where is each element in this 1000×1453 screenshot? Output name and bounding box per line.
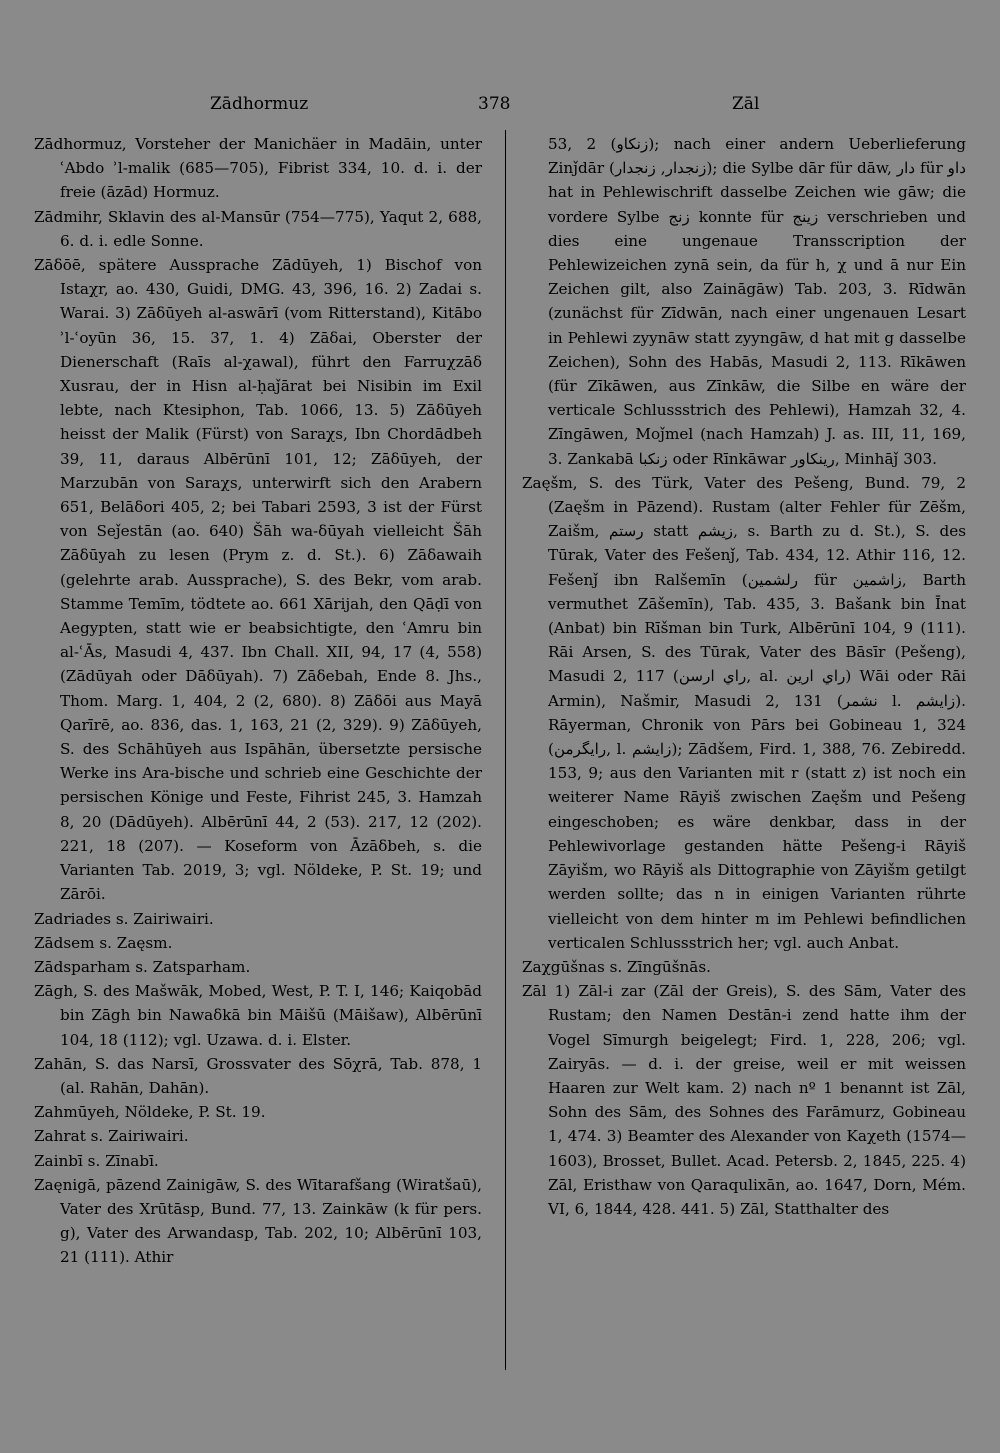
header-left-catchword: Zādhormuz bbox=[210, 94, 309, 114]
entry-zadsem: Zādsem s. Zaęsm. bbox=[34, 933, 173, 952]
entry-zadhormuz: Zādhormuz, Vorsteher der Manichäer in Madāin, unter ʿAbdo ʾl-malik (685—705), Fibrist 334, 10. d. i. der freie (āzād) Hormuz. bbox=[34, 135, 482, 202]
entry-zainbi: Zainbī s. Zīnabī. bbox=[34, 1151, 159, 1170]
entry-zahan: Zahān, S. das Narsī, Grossvater des Sōχrā, Tab. 878, 1 (al. Rahān, Dahān). bbox=[34, 1054, 482, 1097]
entry-zadsparham: Zādsparham s. Zatsparham. bbox=[34, 957, 251, 976]
running-head bbox=[0, 92, 1000, 116]
entry-zal: Zāl 1) Zāl-i zar (Zāl der Greis), S. des Sām, Vater des Rustam; den Namen Destān-i zend hatte ihm der Vogel Sīmurgh beigelegt; Fird. 1, 228, 206; vgl. Zairyās. — d. i. der greise, weil er mit weissen Haaren zur Welt kam. 2) nach nº 1 benannt ist Zāl, Sohn des Sām, des Sohnes des Farāmurz, Gobineau 1, 474. 3) Beamter des Alexander von Kaχeth (1574—1603), Brosset, Bullet. Acad. Petersb. 2, 1845, 225. 4) Zāl, Eristhaw von Qaraqulixān, ao. 1647, Dorn, Mém. VI, 6, 1844, 428. 441. 5) Zāl, Statthalter des bbox=[522, 982, 966, 1218]
entry-zadmihr: Zādmihr, Sklavin des al-Mansūr (754—775), Yaqut 2, 688, 6. d. i. edle Sonne. bbox=[34, 207, 482, 250]
entry-zahmuyeh: Zahmūyeh, Nöldeke, P. St. 19. bbox=[34, 1103, 266, 1122]
entry-zaxgusnas: Zaχgūšnas s. Zīngūšnās. bbox=[522, 957, 711, 976]
header-right-catchword: Zāl bbox=[732, 94, 760, 114]
entry-zahrat: Zahrat s. Zairiwairi. bbox=[34, 1127, 189, 1146]
column-divider bbox=[505, 130, 506, 1370]
entry-zaeniga: Zaęnigā, pāzend Zainigāw, S. des Wītarafšang (Wiratšaū), Vater des Xrūtāsp, Bund. 77, 13. Zainkāw (k für pers. g), Vater des Arwandasp, Tab. 202, 10; Albērūnī 103, 21 (111). Athir bbox=[34, 1175, 482, 1267]
entry-zaesm: Zaęšm, S. des Türk, Vater des Pešeng, Bund. 79, 2 (Zaęšm in Pāzend). Rustam (alter Fehler für Zēšm, Zaišm, رستم statt زيشم, s. Barth zu d. St.), S. des Tūrak, Vater des Fešenǰ, Tab. 434, 12. Athir 116, 12. Fešenǰ ibn Ralšemīn (رلشمين für زاشمين, Barth vermuthet Zāšemīn), Tab. 435, 3. Bašank bin Īnat (Anbat) bin Rīšman bin Turk, Albērūnī 104, 9 (111). Rāi Arsen, S. des Tūrak, Vater des Bāsīr (Pešeng), Masudi 2, 117 (راي ارسن, al. راي ارين) Wāi oder Rāi Armin), Našmir, Masudi 2, 131 (نشمر l. زايشم). Rāyerman, Chronik von Pārs bei Gobineau 1, 324 (رايگرمن, l. زايشم); Zādšem, Fird. 1, 388, 76. Zebiredd. 153, 9; aus den Varianten mit r (statt z) ist noch ein weiterer Name Rāyiš zwischen Zaęšm und Pešeng eingeschoben; es wäre denkbar, dass in der Pehlewivorlage gestanden hätte Pešeng-i Rāyiš Zāyišm, wo Rāyiš als Dittographie von Zāyišm getilgt werden sollte; das n in einigen Varianten rührte vielleicht von dem hinter m im Pehlewi befindlichen verticalen Schlussstrich her; vgl. auch Anbat. bbox=[522, 473, 967, 952]
page-number: 378 bbox=[478, 94, 511, 114]
left-column bbox=[34, 132, 482, 1270]
entry-zaeniga-continued: 53, 2 (زنكاو); nach einer andern Ueberlieferung Zinǰdār (زنجدار, زنجدار); die Sylbe dār für dāw, دار für داو hat in Pehlewischrift dasselbe Zeichen wie gāw; die vordere Sylbe زنج konnte für زينج verschrieben und dies eine ungenaue Transscription der Pehlewizeichen zynā sein, da für h, χ und ā nur Ein Zeichen gilt, also Zaināgāw) Tab. 203, 3. Rīdwān (zunächst für Zīdwān, nach einer ungenauen Lesart in Pehlewi zyynāw statt zyyngāw, d hat mit g dasselbe Zeichen), Sohn des Habās, Masudi 2, 113. Rīkāwen (für Zīkāwen, aus Zīnkāw, die Silbe en wäre der verticale Schlussstrich des Pehlewi), Hamzah 32, 4. Zīngāwen, Moǰmel (nach Hamzah) J. as. III, 11, 169, 3. Zankabā زنكبا oder Rīnkāwar رينكاور, Minhāǰ 303. bbox=[548, 135, 967, 468]
entry-zadoe: Zāδōē, spätere Aussprache Zādūyeh, 1) Bischof von Istaχr, ao. 430, Guidi, DMG. 43, 396, 16. 2) Zadai s. Warai. 3) Zāδūyeh al-aswārī (vom Ritterstand), Kitābo ʾl-ʿoyūn 36, 15. 37, 1. 4) Zāδai, Oberster der Dienerschaft (Raīs al-χawal), führt den Farruχzāδ Xusrau, der in Hisn al-ḥaǰārat bei Nisibin im Exil lebte, nach Ktesiphon, Tab. 1066, 13. 5) Zāδūyeh heisst der Malik (Fürst) von Saraχs, Ibn Chordādbeh 39, 11, daraus Albērūnī 101, 12; Zāδūyeh, der Marzubān von Saraχs, unterwirft sich den Arabern 651, Belāδori 405, 2; bei Tabari 2593, 3 ist der Fürst von Seǰestān (ao. 640) Šāh wa-δūyah vielleicht Šāh Zāδūyah zu lesen (Prym z. d. St.). 6) Zāδawaih (gelehrte arab. Aussprache), S. des Bekr, vom arab. Stamme Temīm, tödtete ao. 661 Xārijah, den Qāḍī von Aegypten, statt wie er beabsichtigte, den ʿAmru bin al-ʿĀs, Masudi 4, 437. Ibn Chall. XII, 94, 17 (4, 558) (Zādūyah oder Dāδūyah). 7) Zāδebah, Ende 8. Jhs., Thom. Marg. 1, 404, 2 (2, 680). 8) Zāδōi aus Mayā Qarīrē, ao. 836, das. 1, 163, 21 (2, 329). 9) Zāδūyeh, S. des Schāhūyeh aus Ispāhān, übersetzte persische Werke ins Ara-bische und schrieb eine Geschichte der persischen Könige und Feste, Fihrist 245, 3. Hamzah 8, 20 (Dādūyeh). Albērūnī 44, 2 (53). 217, 12 (202). 221, 18 (207). — Koseform von Āzāδbeh, s. die Varianten Tab. 2019, 3; vgl. Nöldeke, P. St. 19; und Zārōi. bbox=[34, 256, 482, 904]
entry-zadriades: Zadriades s. Zairiwairi. bbox=[34, 909, 214, 928]
entry-zagh: Zāgh, S. des Mašwāk, Mobed, West, P. T. I, 146; Kaiqobād bin Zāgh bin Nawaδkā bin Māišū (Māišaw), Albērūnī 104, 18 (112); vgl. Uzawa. d. i. Elster. bbox=[34, 982, 482, 1049]
right-column bbox=[522, 132, 966, 1221]
